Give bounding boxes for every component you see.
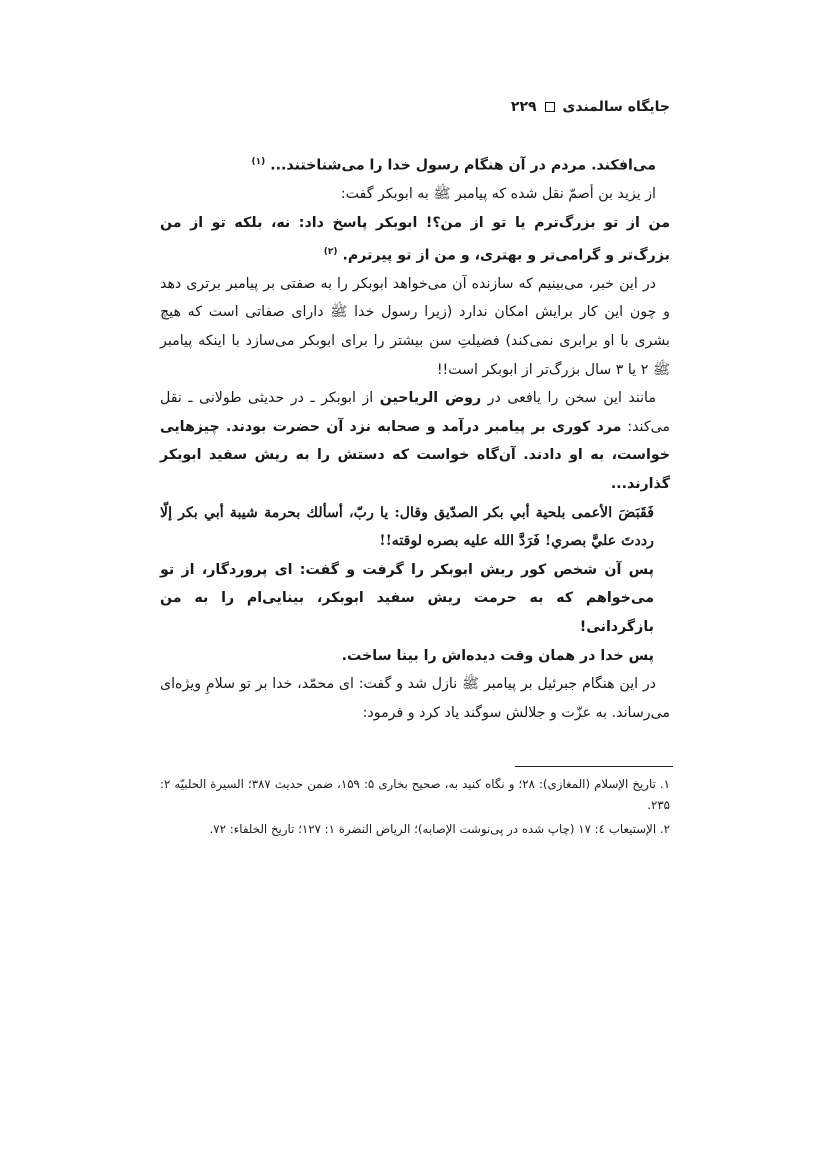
paragraph — [160, 384, 670, 498]
paragraph: در این هنگام جبرئیل بر پیامبر ﷺ نازل شد و گفت: ای محمّد، خدا بر تو سلامِ ویژه‌ای می‌رساند. به عزّت و جلالش سوگند یاد کرد و فرمود: — [160, 676, 670, 721]
paragraph-text: از ابوبکر ـ در حدیثی طولانی ـ نقل می‌کند: — [160, 390, 670, 435]
book-title: روض الریاحین — [379, 390, 482, 407]
header-title: جایگاه سالمندی — [562, 99, 670, 115]
quote-text: مرد کوری بر پیامبر درآمد و صحابه نزد آن حضرت بودند. چیزهایی خواست، به او دادند. آن‌گاه خواست که دستش را به ریش سفید ابوبکر گذارند... — [160, 418, 670, 492]
paragraph: از یزید بن أصمّ نقل شده که پیامبر ﷺ به ابوبکر گفت: — [340, 186, 656, 203]
running-header — [160, 99, 670, 115]
footnote-ref: (۱) — [251, 157, 266, 167]
main-text — [160, 148, 670, 727]
quote-paragraph — [160, 209, 670, 270]
footnote: ۲. الإستیعاب ٤: ۱۷ (چاپ شده در پی‌نوشت الإصابه)؛ الریاض النضرة ۱: ۱۲۷؛ تاریخ الخلفاء: ۷۲. — [209, 822, 670, 836]
paragraph: در این خبر، می‌بینیم که سازنده آن می‌خواهد ابوبکر را به صفتی بر پیامبر برتری دهد و چون این کار برایش امکان ندارد (زیرا رسول خدا ﷺ دارای صفاتی است که هیچ بشری با او برابری نمی‌کند) فضیلتِ سن بیشتر را برای ابوبکر می‌سازد با اینکه پیامبر ﷺ ۲ یا ۳ سال بزرگ‌تر از ابوبکر است!! — [160, 275, 670, 378]
paragraph-text: مانند این سخن را یافعی در — [487, 390, 656, 407]
square-bullet-icon — [545, 102, 555, 112]
paragraph-text: می‌افکند. مردم در آن هنگام رسول خدا را می‌شناختند... — [270, 157, 656, 174]
page-number: ۲۲۹ — [510, 99, 537, 115]
footnote: ۱. تاریخ الإسلام (المغازی): ۲۸؛ و نگاه کنید به، صحیح بخاری ۵: ۱۵۹، ضمن حدیث ۳۸۷؛ السیرة الحلبیّه ۲: ۲۳۵. — [160, 777, 670, 812]
translation-paragraph: پس خدا در همان وقت دیده‌اش را بینا ساخت. — [341, 647, 654, 664]
paragraph — [160, 148, 670, 180]
footnote-ref: (۲) — [323, 246, 338, 257]
quote-text: من از تو بزرگ‌ترم یا تو از من؟! ابوبکر پاسخ داد: نه، بلکه تو از من بزرگ‌تر و گرامی‌تر و بهتری، و من از تو پیرترم. — [160, 214, 670, 264]
footnotes — [160, 774, 670, 843]
translation-paragraph: پس آن شخص کور ریش ابوبکر را گرفت و گفت: ای پروردگار، از تو می‌خواهم که به حرمت ریش سفید ابوبکر، بینایی‌ام را به من بازگردانی! — [160, 561, 654, 635]
footnote-divider — [515, 766, 673, 767]
arabic-quote: فَقَبَضَ الأعمی بلحیة أبي بكر الصدّیق وقال: یا ربّ، أسألك بحرمة شیبة أبي بكر إلّا رددتَ عليَّ بصري! فَرَدَّ الله علیه بصره لوقته!! — [160, 504, 654, 550]
